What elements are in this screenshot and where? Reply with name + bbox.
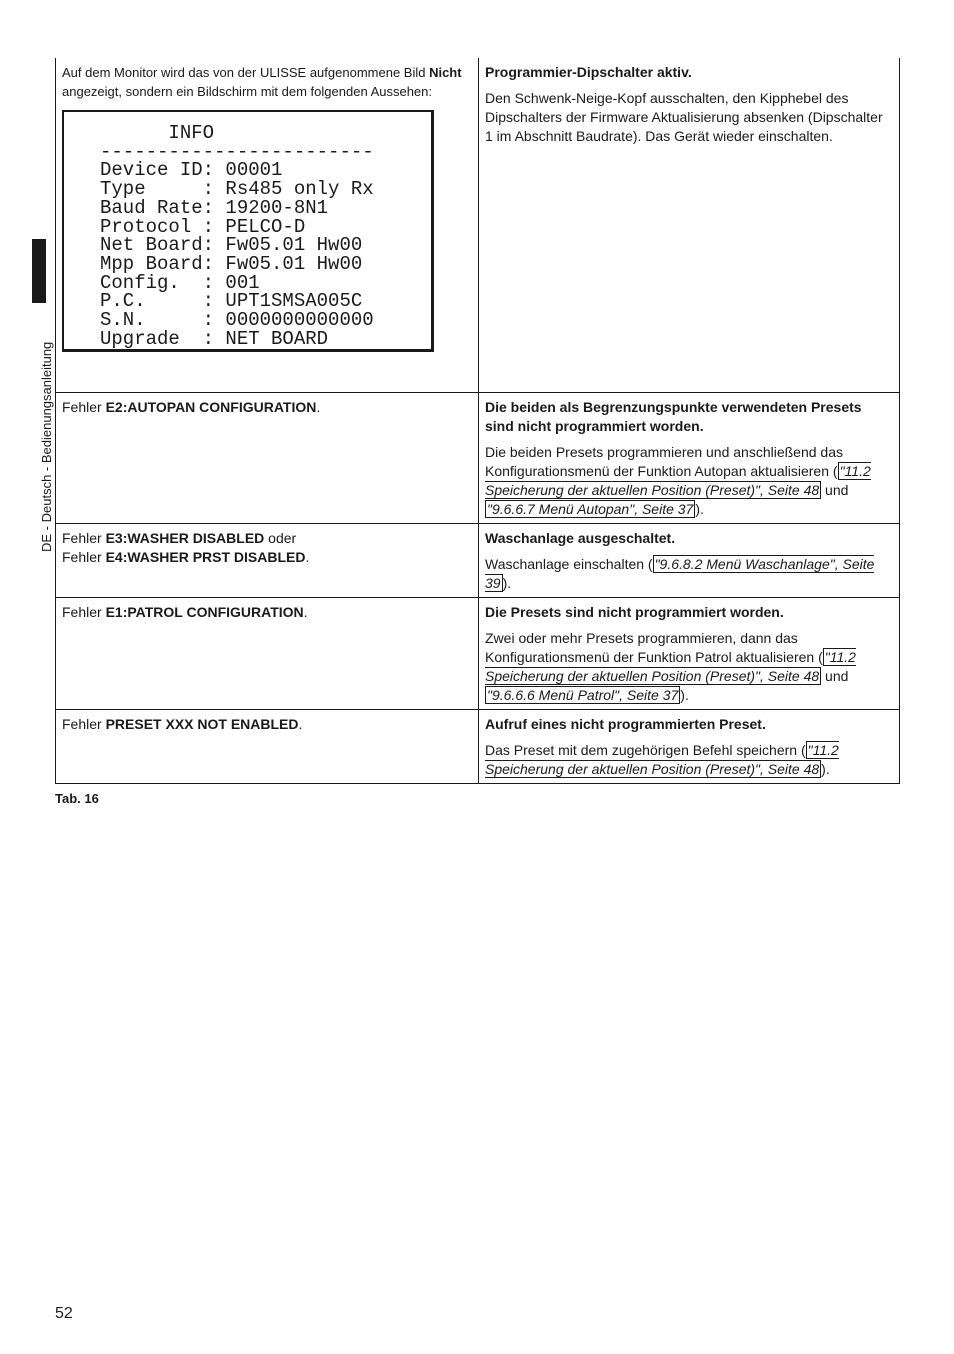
monitor-line: Type : Rs485 only Rx xyxy=(100,178,374,201)
cross-reference-link[interactable]: "11.2 Speicherung der aktuellen Position (Preset)", Seite 48 xyxy=(485,649,856,684)
table-row xyxy=(56,710,900,784)
monitor-line: Device ID: 00001 xyxy=(100,159,283,182)
sidebar-marker xyxy=(32,239,46,303)
error-prefix: Fehler xyxy=(62,530,106,546)
table-row xyxy=(56,393,900,524)
error-code: E2:AUTOPAN CONFIGURATION xyxy=(105,399,317,415)
solution-text xyxy=(485,555,893,593)
monitor-line: S.N. : 0000000000000 xyxy=(100,309,374,332)
error-suffix: . xyxy=(303,604,308,620)
monitor-line: Net Board: Fw05.01 Hw00 xyxy=(100,234,363,257)
table-caption: Tab. 16 xyxy=(55,791,99,806)
error-suffix: . xyxy=(316,399,321,415)
error-suffix: . xyxy=(305,549,310,565)
troubleshooting-table xyxy=(55,58,900,784)
cause-heading: Die beiden als Begrenzungspunkte verwendeten Presets sind nicht programmiert worden. xyxy=(485,399,862,434)
table-cell-problem xyxy=(56,524,479,598)
error-suffix: oder xyxy=(264,530,297,546)
error-prefix: Fehler xyxy=(62,549,106,565)
error-prefix: Fehler xyxy=(62,604,106,620)
table-cell-problem xyxy=(56,58,479,393)
monitor-intro xyxy=(62,63,472,101)
table-row xyxy=(56,524,900,598)
page-number: 52 xyxy=(55,1305,73,1322)
monitor-line: Baud Rate: 19200-8N1 xyxy=(100,196,329,219)
error-code: E3:WASHER DISABLED xyxy=(105,530,265,546)
monitor-title xyxy=(100,124,431,143)
cross-reference-link[interactable]: "11.2 Speicherung der aktuellen Position (Preset)", Seite 48 xyxy=(485,463,871,498)
monitor-separator: ------------------------ xyxy=(100,140,374,163)
monitor-line: Config. : 001 xyxy=(100,271,260,294)
table-cell-solution xyxy=(479,58,900,393)
table-cell-problem xyxy=(56,393,479,524)
sidebar-label: DE - Deutsch - Bedienungsanleitung xyxy=(39,341,54,552)
intro-text-end: angezeigt, sondern ein Bildschirm mit dem folgenden Aussehen: xyxy=(62,84,432,99)
cross-reference-link[interactable]: "9.6.6.6 Menü Patrol", Seite 37 xyxy=(487,687,679,703)
table-row xyxy=(56,58,900,393)
error-code: PRESET XXX NOT ENABLED xyxy=(105,716,299,732)
solution-text xyxy=(485,629,893,705)
solution-text-part: Die beiden Presets programmieren und anschließend das Konfigurationsmenü der Funktion Autopan aktualisieren ( xyxy=(485,444,843,479)
solution-text-part: ). xyxy=(821,761,830,777)
solution-text-part: Zwei oder mehr Presets programmieren, dann das Konfigurationsmenü der Funktion Patrol aktualisieren ( xyxy=(485,630,823,665)
table-cell-problem xyxy=(56,598,479,710)
cause-heading: Aufruf eines nicht programmierten Preset. xyxy=(485,716,766,732)
solution-text-part: Das Preset mit dem zugehörigen Befehl speichern ( xyxy=(485,742,806,758)
table-cell-solution xyxy=(479,524,900,598)
monitor-line: Upgrade : NET BOARD xyxy=(100,327,329,350)
cause-heading: Waschanlage ausgeschaltet. xyxy=(485,530,676,546)
table-cell-solution xyxy=(479,393,900,524)
solution-text-part: ). xyxy=(680,687,689,703)
solution-text-part: Waschanlage einschalten ( xyxy=(485,556,653,572)
cross-reference-link[interactable]: "11.2 Speicherung der aktuellen Position (Preset)", Seite 48 xyxy=(485,742,839,777)
cause-heading: Die Presets sind nicht programmiert worden. xyxy=(485,604,784,620)
error-code: E1:PATROL CONFIGURATION xyxy=(105,604,304,620)
cause-heading: Programmier-Dipschalter aktiv. xyxy=(485,64,692,80)
table-cell-solution xyxy=(479,598,900,710)
cross-reference-link[interactable]: "9.6.6.7 Menü Autopan", Seite 37 xyxy=(487,501,694,517)
error-suffix: . xyxy=(298,716,303,732)
intro-bold: Nicht xyxy=(429,65,462,80)
monitor-line: P.C. : UPT1SMSA005C xyxy=(100,290,363,313)
error-prefix: Fehler xyxy=(62,716,106,732)
table-cell-problem xyxy=(56,710,479,784)
table-cell-solution xyxy=(479,710,900,784)
solution-text xyxy=(485,443,893,519)
monitor-line: Protocol : PELCO-D xyxy=(100,215,306,238)
solution-text-part: ). xyxy=(695,501,704,517)
monitor-screen xyxy=(62,110,434,352)
intro-text: Auf dem Monitor wird das von der ULISSE aufgenommene Bild xyxy=(62,65,430,80)
error-prefix: Fehler xyxy=(62,399,106,415)
solution-text xyxy=(485,741,893,779)
monitor-line: Mpp Board: Fw05.01 Hw00 xyxy=(100,252,363,275)
solution-text-part: und xyxy=(821,668,849,684)
table-row xyxy=(56,598,900,710)
solution-text-part: und xyxy=(821,482,849,498)
solution-text: Den Schwenk-Neige-Kopf ausschalten, den Kipphebel des Dipschalters der Firmware Aktualisierung absenken (Dipschalter 1 im Abschnitt Baudrate). Das Gerät wieder einschalten. xyxy=(485,90,883,144)
error-code: E4:WASHER PRST DISABLED xyxy=(105,549,306,565)
monitor-title-text: INFO xyxy=(168,122,215,144)
solution-text-part: ). xyxy=(502,575,512,591)
cross-reference-link[interactable]: "9.6.8.2 Menü Waschanlage", Seite 39 xyxy=(485,556,875,591)
